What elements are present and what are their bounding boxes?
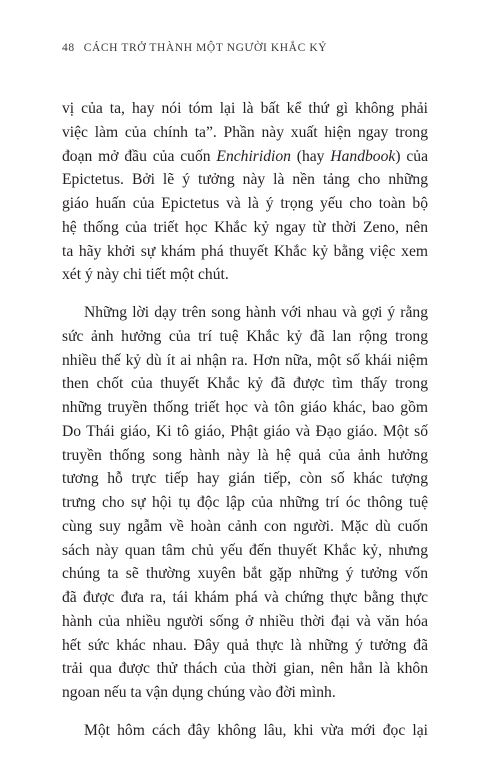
text-line xyxy=(62,301,428,325)
body-text xyxy=(62,97,428,743)
text-line xyxy=(62,657,428,681)
text-line xyxy=(62,681,428,705)
text-line xyxy=(62,491,428,515)
text-run: đoạn mở đầu của cuốn xyxy=(62,147,217,165)
text-line xyxy=(62,168,428,192)
text-run: truyền thống song hành này là hệ quả của ảnh hưởng xyxy=(62,446,428,464)
text-run: Epictetus. Bởi lẽ ý tưởng này là nền tảng cho những xyxy=(62,171,428,189)
text-run: ) của xyxy=(395,147,428,165)
text-line xyxy=(62,216,428,240)
text-run: sách này quan tâm chủ yếu đến thuyết Khắc kỷ, nhưng xyxy=(62,541,428,559)
text-line xyxy=(62,263,428,287)
text-run: đã được đưa ra, tái khám phá và chứng thực bằng thực xyxy=(62,589,428,606)
text-line xyxy=(62,240,428,264)
text-run: Một hôm cách đây không lâu, khi vừa mới đọc lại xyxy=(84,721,428,739)
text-run: những truyền thống triết học và tôn giáo khác, bao gồm xyxy=(62,399,428,416)
text-run: hệ thống của triết học Khắc kỷ ngay từ thời Zeno, nên xyxy=(62,218,428,236)
text-line xyxy=(62,192,428,216)
text-line xyxy=(62,539,428,563)
paragraph xyxy=(62,301,428,705)
text-line xyxy=(62,349,428,373)
text-line xyxy=(62,562,428,586)
text-line xyxy=(62,467,428,491)
text-run: sức ảnh hưởng của trí tuệ Khắc kỷ đã lan rộng trong xyxy=(62,327,428,345)
text-run: ta hãy khởi sự khám phá thuyết Khắc kỷ bằng việc xem xyxy=(62,242,428,260)
page-number: 48 xyxy=(62,42,75,54)
text-line xyxy=(62,515,428,539)
text-run: cùng suy ngẫm về hoàn cảnh con người. Mặc dù cuốn xyxy=(62,517,428,535)
running-header xyxy=(62,42,327,54)
text-line xyxy=(62,634,428,658)
text-line xyxy=(62,444,428,468)
text-line xyxy=(62,586,428,610)
text-line xyxy=(62,610,428,634)
text-run: việc làm của chính ta”. Phần này xuất hiện ngay trong xyxy=(62,123,428,141)
text-run: nhiều thế kỷ dù ít ai nhận ra. Hơn nữa, một số khái niệm xyxy=(62,351,428,369)
paragraph xyxy=(62,97,428,287)
paragraph-gap xyxy=(62,705,428,719)
text-run: chúng ta sẽ thường xuyên bắt gặp những ý tưởng vốn xyxy=(62,565,428,583)
text-run: xét ý này chi tiết một chút. xyxy=(62,266,229,284)
book-title: CÁCH TRỞ THÀNH MỘT NGƯỜI KHẮC KỶ xyxy=(83,42,328,54)
text-line xyxy=(62,420,428,444)
text-line xyxy=(62,719,428,743)
text-run: Những lời dạy trên song hành với nhau và gợi ý rằng xyxy=(84,304,428,321)
text-run: ngoan nếu ta vận dụng chúng vào đời mình. xyxy=(62,684,336,701)
text-run: trải qua được thử thách của thời gian, nên hẳn là khôn xyxy=(62,660,428,678)
text-line xyxy=(62,396,428,420)
text-run: Do Thái giáo, Ki tô giáo, Phật giáo và Đạo giáo. Một số xyxy=(62,422,428,440)
text-line xyxy=(62,97,428,121)
text-run: tương hỗ trực tiếp hay gián tiếp, còn số khác tượng xyxy=(62,470,428,488)
text-run: vị của ta, hay nói tóm lại là bất kể thứ gì không phải xyxy=(62,100,428,117)
italic-title: Handbook xyxy=(330,147,396,165)
text-line xyxy=(62,121,428,145)
paragraph-gap xyxy=(62,287,428,301)
text-run: (hay xyxy=(290,147,331,165)
paragraph xyxy=(62,719,428,743)
text-run: hành của nhiều người sống ở nhiều thời đại và văn hóa xyxy=(62,612,428,630)
text-line xyxy=(62,145,428,169)
text-run: trưng cho sự hội tụ độc lập của những trí óc thông tuệ xyxy=(62,494,428,511)
text-line xyxy=(62,325,428,349)
text-run: hết sức khác nhau. Đây quả thực là những ý tưởng đã xyxy=(62,636,428,654)
text-run: giáo huấn của Epictetus và là ý trọng yếu cho toàn bộ xyxy=(62,195,428,212)
text-line xyxy=(62,372,428,396)
text-run: then chốt của thuyết Khắc kỷ đã được tìm thấy trong xyxy=(62,375,428,393)
italic-title: Enchiridion xyxy=(216,147,291,165)
